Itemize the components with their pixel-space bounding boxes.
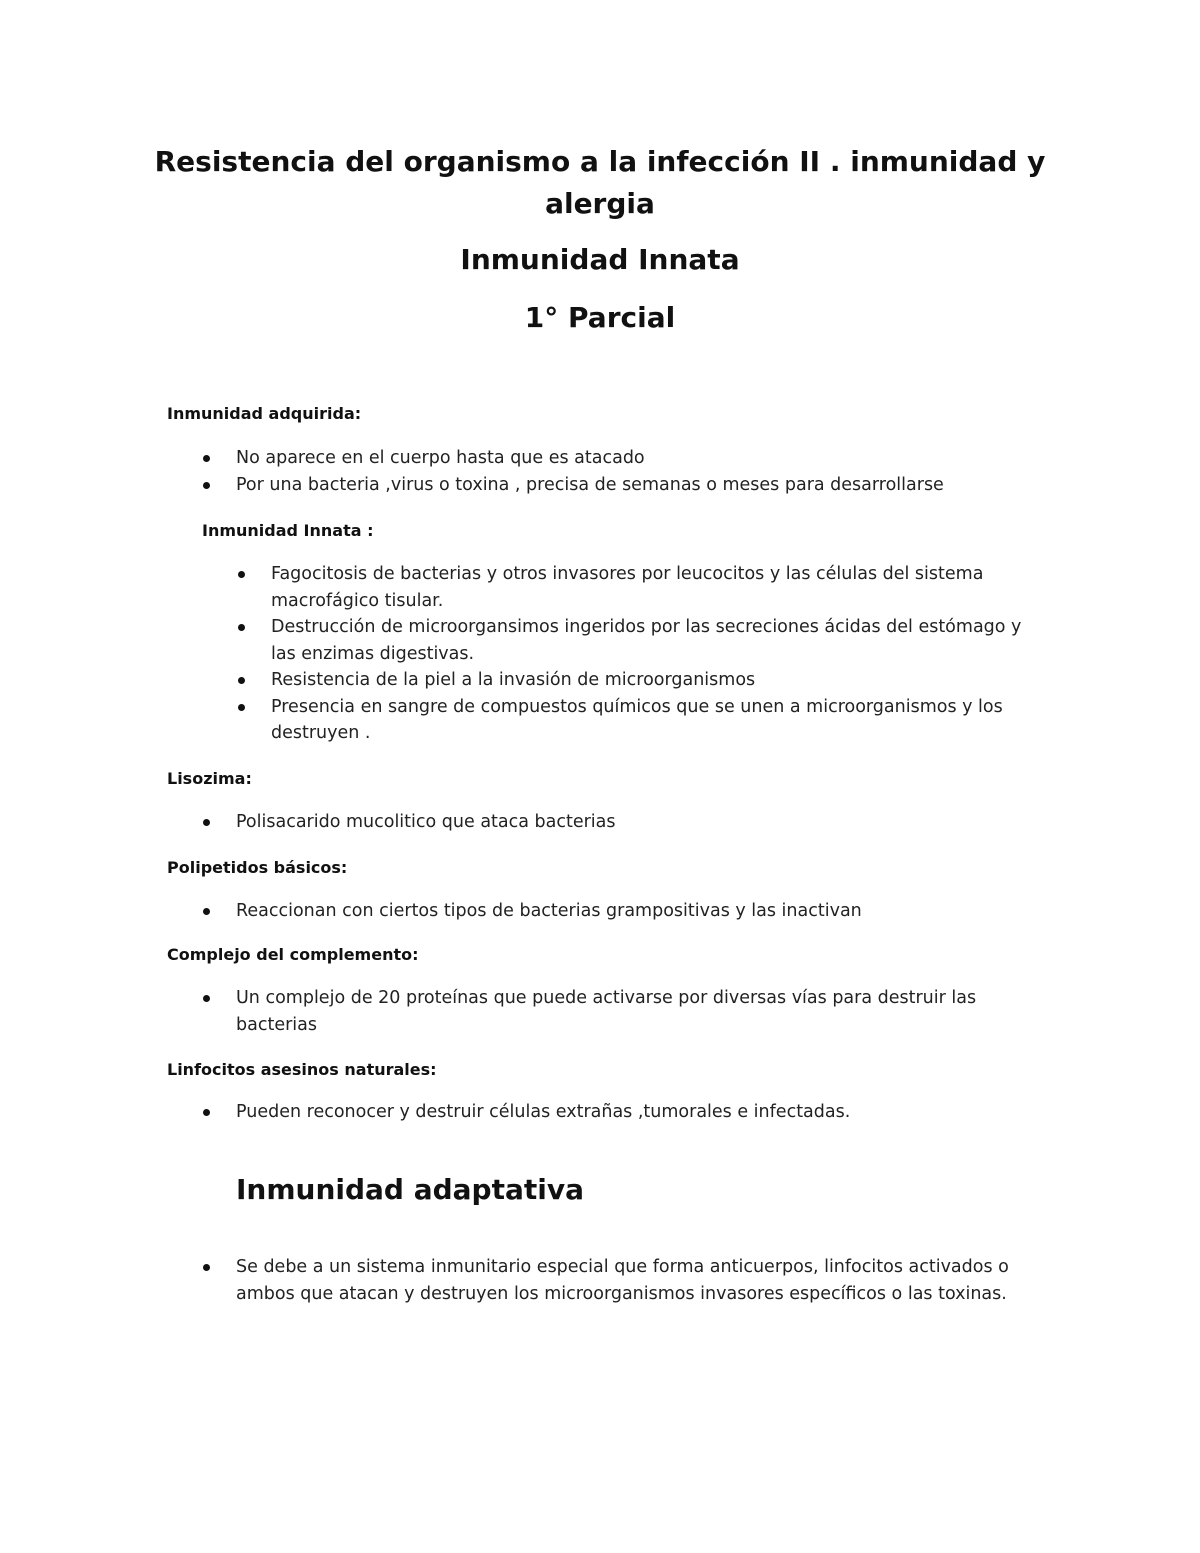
section-heading-polipeptidos: Polipetidos básicos: (167, 858, 348, 877)
document-partial: 1° Parcial (524, 301, 676, 334)
document-title-line2: alergia (545, 187, 655, 220)
list-innata (237, 561, 1027, 747)
document-title (150, 141, 1050, 225)
section-heading-adaptativa: Inmunidad adaptativa (236, 1173, 585, 1206)
list-adaptativa (202, 1254, 1032, 1307)
list-item: Fagocitosis de bacterias y otros invasores por leucocitos y las células del sistema macrofágico tisular. (237, 561, 1027, 614)
list-item: Se debe a un sistema inmunitario especial que forma anticuerpos, linfocitos activados o ambos que atacan y destruyen los microorganismos invasores específicos o las toxinas. (202, 1254, 1032, 1307)
list-item: Un complejo de 20 proteínas que puede activarse por diversas vías para destruir las bacterias (202, 985, 1002, 1038)
list-polipeptidos (202, 898, 1002, 925)
list-item: Polisacarido mucolitico que ataca bacterias (202, 809, 1002, 836)
list-item: Reaccionan con ciertos tipos de bacterias grampositivas y las inactivan (202, 898, 1002, 925)
list-lisozima (202, 809, 1002, 836)
section-heading-adquirida: Inmunidad adquirida: (167, 404, 362, 423)
document-title-line1: Resistencia del organismo a la infección II . inmunidad y (154, 145, 1046, 178)
section-heading-linfocitos: Linfocitos asesinos naturales: (167, 1060, 437, 1079)
document-subtitle: Inmunidad Innata (460, 243, 740, 276)
section-heading-innata: Inmunidad Innata : (202, 521, 374, 540)
list-item: No aparece en el cuerpo hasta que es atacado (202, 445, 1002, 472)
list-linfocitos (202, 1099, 1002, 1126)
list-item: Por una bacteria ,virus o toxina , precisa de semanas o meses para desarrollarse (202, 472, 1002, 499)
list-item: Resistencia de la piel a la invasión de microorganismos (237, 667, 1027, 694)
section-heading-lisozima: Lisozima: (167, 769, 252, 788)
list-adquirida (202, 445, 1002, 498)
section-heading-complemento: Complejo del complemento: (167, 945, 419, 964)
list-item: Presencia en sangre de compuestos químicos que se unen a microorganismos y los destruyen . (237, 694, 1027, 747)
list-complemento (202, 985, 1002, 1038)
list-item: Pueden reconocer y destruir células extrañas ,tumorales e infectadas. (202, 1099, 1002, 1126)
list-item: Destrucción de microorgansimos ingeridos por las secreciones ácidas del estómago y las enzimas digestivas. (237, 614, 1027, 667)
